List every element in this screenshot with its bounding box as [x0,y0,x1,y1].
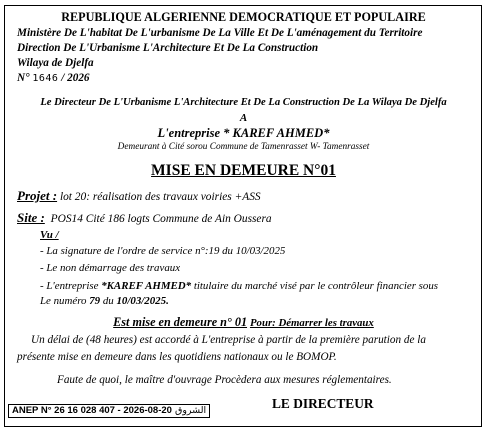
projet-line [17,189,261,203]
reference-handwritten-number: 1646 [32,73,59,84]
vu-item-numero [40,296,169,307]
direction-line: Direction De L'Urbanisme L'Architecture Et De La Construction [17,42,319,54]
anep-reference [8,404,210,418]
vu-numero-prefix: Le numéro [40,295,90,307]
demand-purpose: Pour: Démarrer les travaux [249,317,374,329]
demand-notice: Est mise en demeure n° 01 [113,315,248,329]
sender-line: Le Directeur De L'Urbanisme L'Architecture Et De La Construction De La Wilaya De Djelfa [40,97,447,108]
vu-item-entreprise-prefix: - L'entreprise [40,280,102,292]
republic-heading: REPUBLIQUE ALGERIENNE DEMOCRATIQUE ET POPULAIRE [61,10,426,24]
vu-numero-value: 79 [89,295,101,307]
newspaper-name: الشروق [174,405,207,416]
vu-item-entreprise-name: *KAREF AHMED* [101,280,192,292]
projet-label: Projet : [17,188,58,203]
vu-item-non-demarrage: - Le non démarrage des travaux [40,262,181,274]
site-value: POS14 Cité 186 logts Commune de Ain Oussera [50,213,272,225]
vu-numero-du: du [100,295,117,307]
reference-prefix: N° [17,72,30,84]
vu-item-entreprise-text: titulaire du marché visé par le contrôleur financier sous [191,280,439,292]
recipient-residence: Demeurant à Cité sorou Commune de Tamenrasset W- Tamenrasset [117,142,370,152]
vu-label: Vu / [40,229,59,241]
body-line-1: Un délai de (48 heures) est accordé à L'entreprise à partir de la première parution de la [31,334,426,346]
anep-number: ANEP N° 26 16 028 407 - 2026-08-20 [12,405,172,416]
ministry-line: Ministère De L'habitat De L'urbanisme De La Ville Et De L'aménagement du Territoire [17,27,423,39]
site-line [17,211,272,225]
reference-year: / 2026 [61,72,90,84]
demand-line [0,316,487,329]
vu-item-entreprise [40,281,438,292]
body-line-2: présente mise en demeure dans les quotidiens nationaux ou le BOMOP. [17,351,337,363]
vu-item-signature: - La signature de l'ordre de service n°:19 du 10/03/2025 [40,245,286,257]
body-line-3: Faute de quoi, le maître d'ouvrage Procèdera aux mesures réglementaires. [57,374,392,386]
signature-title: LE DIRECTEUR [272,396,374,411]
recipient-company: L'entreprise * KAREF AHMED* [157,126,330,140]
vu-numero-date: 10/03/2025. [116,295,169,307]
notice-title: MISE EN DEMEURE N°01 [151,162,336,179]
wilaya-line: Wilaya de Djelfa [17,57,94,69]
reference-number [17,73,90,84]
projet-value: lot 20: réalisation des travaux voiries +ASS [59,191,261,203]
site-label: Site : [17,210,45,225]
to-word: A [239,112,248,124]
